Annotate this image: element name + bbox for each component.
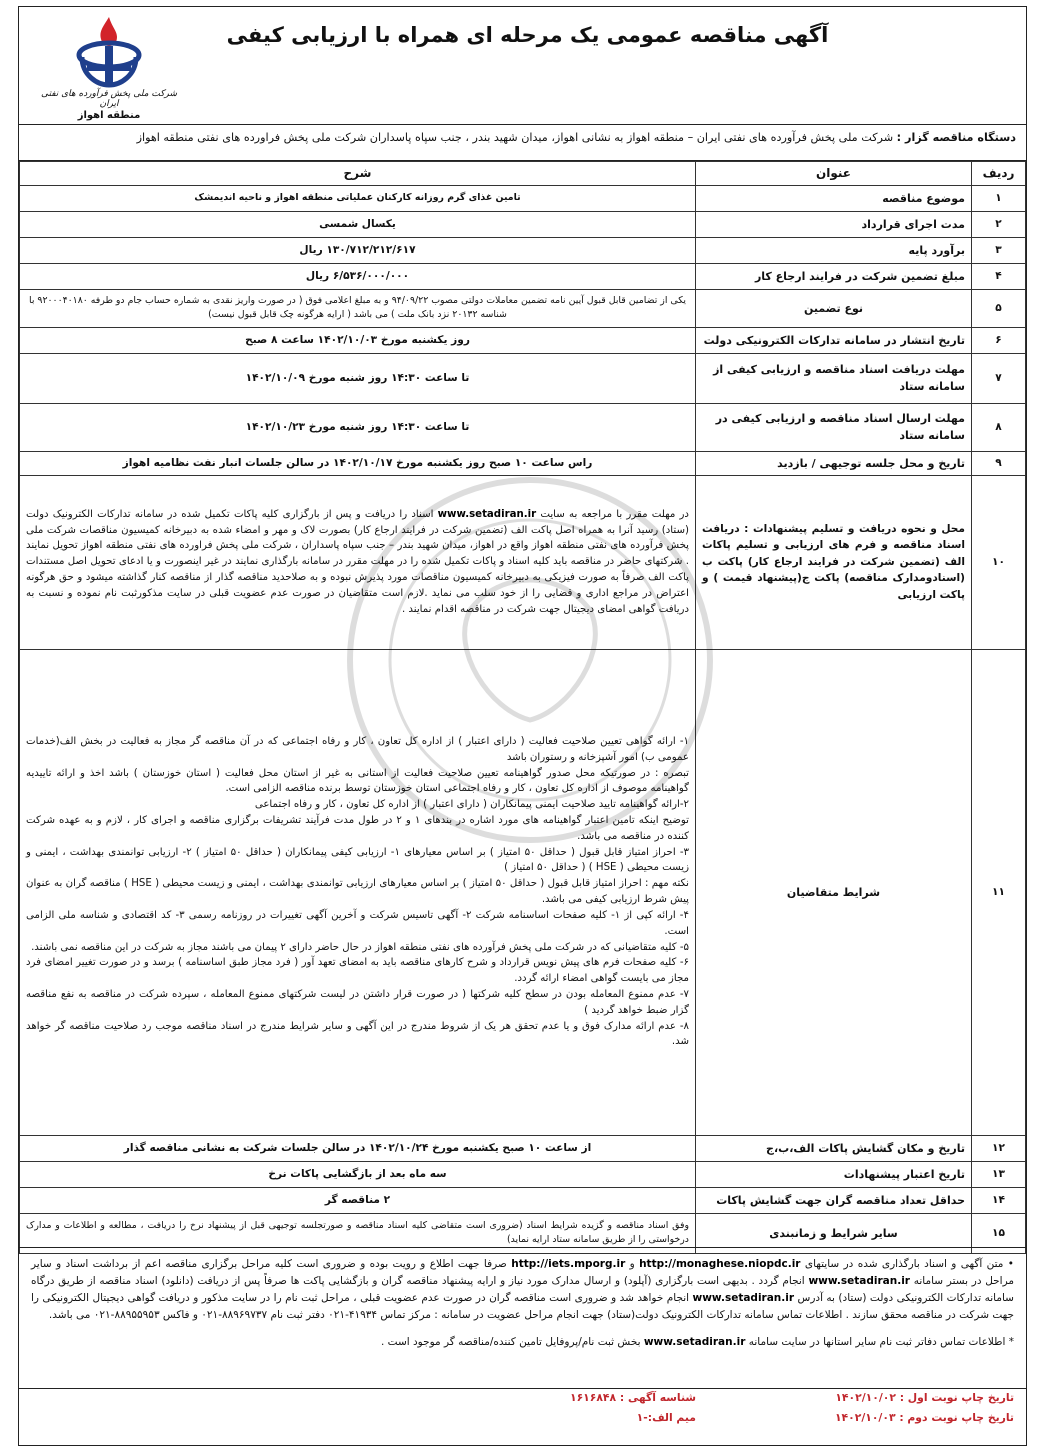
row-num: ۱۳ [972, 1161, 1026, 1187]
header-num: ردیف [972, 162, 1026, 186]
condition-item: ۶- کلیه صفحات فرم های پیش نویس قرارداد و شرح کارهای مناقصه باید به امضای تعهد آور ( فرد مجاز طبق اساسنامه ) برسد و در صورت تغییر امضای فرد مجاز می بایست گواهی امضاء ارائه گردد. [26, 957, 689, 985]
conditions-list [20, 649, 696, 1135]
note-text: صرفا جهت اطلاع و رویت بوده و ضروری است کلیه مراحل برگزاری مناقصه اعم از برداشت اسناد و سایر مراحل در بستر سامانه [31, 1258, 1015, 1287]
row-subject: موضوع مناقصه [696, 185, 972, 211]
table-row [20, 185, 1026, 211]
condition-item: تبصره : در صورتیکه محل صدور گواهینامه تعیین صلاحیت فعالیت از استانی به غیر از استان محل فعالیت ( استان خوزستان ) باشد اخذ و ارائه تاییدیه گواهینامه موصوف از اداره کل تعاون ، کار و رفاه اجتماعی استان خوزستان توسط برنده مناقصه الزامی است. [26, 767, 689, 795]
row-num: ۵ [972, 289, 1026, 327]
row-subject: تاریخ و مکان گشایش پاکات الف،ب،ج [696, 1135, 972, 1161]
notice-header [19, 7, 1026, 125]
row-desc: سه ماه بعد از بازگشایی پاکات نرخ [20, 1161, 696, 1187]
condition-item: ۱- ارائه گواهی تعیین صلاحیت فعالیت ( دارای اعتبار ) از اداره کل تعاون ، کار و رفاه اجتماعی که در آن مناقصه گر مجاز به فعالیت در بخش الف(خدمات عمومی ب) امور آشپزخانه و رستوران باشد [26, 735, 689, 763]
note-text: بخش ثبت نام/پروفایل تامین کننده/مناقصه گر موجود است . [380, 1336, 641, 1348]
row-desc [20, 475, 696, 649]
condition-item: ۴- ارائه کپی از ۱- کلیه صفحات اساسنامه شرکت ۲- آگهی تاسیس شرکت و آخرین آگهی تغییرات در روزنامه رسمی ۳- کد اقتصادی و شناسه ملی الزامی است. [26, 909, 689, 937]
notice-title: آگهی مناقصه عمومی یک مرحله ای همراه با ارزیابی کیفی [226, 23, 829, 47]
notes-section [19, 1247, 1026, 1389]
row-subject: نوع تضمین [696, 289, 972, 327]
note-text: اطلاعات تماس دفاتر ثبت نام سایر استانها در سایت سامانه [748, 1336, 1006, 1348]
row-desc: از ساعت ۱۰ صبح یکشنبه مورخ ۱۴۰۲/۱۰/۲۴ در سالن جلسات شرکت به نشانی مناقصه گذار [20, 1135, 696, 1161]
row-num: ۱۵ [972, 1213, 1026, 1253]
notice-frame [18, 6, 1027, 1446]
setadiran-link[interactable]: www.setadiran.ir [643, 1336, 746, 1348]
row-num: ۱۴ [972, 1187, 1026, 1213]
table-row [20, 1187, 1026, 1213]
row-subject: مهلت ارسال اسناد مناقصه و ارزیابی کیفی در سامانه ستاد [696, 403, 972, 451]
table-row [20, 211, 1026, 237]
row-desc: ۲ مناقصه گر [20, 1187, 696, 1213]
table-row [20, 403, 1026, 451]
note-one [31, 1256, 1014, 1324]
row-num: ۳ [972, 237, 1026, 263]
setadiran-link[interactable]: www.setadiran.ir [692, 1292, 795, 1304]
note-text: انجام گردد . بدیهی است بارگزاری (آپلود) و ارسال مدارک مورد نیاز و ارایه پیشنهاد مناقصه گران و بازگشایی پاکت ها صرفاً پس از دریافت (دانلود) اسناد مناقصه از طریق درگاه سامانه تدارکات الکترونیکی دولت (ستاد) به آدرس [31, 1275, 1014, 1304]
ad-code: میم الف:-۱ [636, 1411, 696, 1424]
row-desc: تامین غذای گرم روزانه کارکنان عملیاتی منطقه اهواز و ناحیه اندیمشک [20, 185, 696, 211]
row-subject: تاریخ انتشار در سامانه تدارکات الکترونیکی دولت [696, 327, 972, 353]
table-row [20, 263, 1026, 289]
second-print-date: تاریخ چاپ نوبت دوم : ۱۴۰۲/۱۰/۰۳ [834, 1411, 1014, 1424]
row-subject: مهلت دریافت اسناد مناقصه و ارزیابی کیفی از سامانه ستاد [696, 353, 972, 403]
note-two [31, 1334, 1014, 1351]
condition-item: ۳- احراز امتیاز قابل قبول ( حداقل ۵۰ امتیاز ) بر اساس معیارهای ۱- ارزیابی کیفی پیمانکاران ( حداقل ۵۰ امتیاز ) ۲- ارزیابی توانمندی بهداشت ، ایمنی و زیست محیطی ( HSE ) ( حداقل ۵۰ امتیاز ) [26, 846, 689, 874]
row-subject: تاریخ و محل جلسه توجیهی / بازدید [696, 451, 972, 475]
row-subject: برآورد پایه [696, 237, 972, 263]
note-text: انجام خواهد شد و ضروری است مناقصه گران در صورت عدم عضویت قبلی ، مراحل ثبت نام را در سایت مذکور و دریافت گواهی دیجیتال الکترونیکی را جهت شرکت در مناقصه محقق سازند . اطلاعات تماس سامانه تدارکات الکترونیک دولت(ستاد) جهت انجام مراحل عضویت در سامانه : مرکز تماس ۴۱۹۳۴-۰۲۱ دفتر ثبت نام ۸۸۹۶۹۷۳۷-۰۲۱ و فاکس ۸۸۹۵۵۹۵۳-۰۲۱ می باشد. [31, 1292, 1014, 1321]
table-row [20, 1135, 1026, 1161]
row-desc: ۱۳۰/۷۱۲/۲۱۲/۶۱۷ ریال [20, 237, 696, 263]
condition-item: ۲-ارائه گواهینامه تایید صلاحیت ایمنی پیمانکاران ( دارای اعتبار ) از اداره کل تعاون ، کار و رفاه اجتماعی [254, 799, 689, 811]
submission-text-after: اسناد را دریافت و پس از بارگزاری کلیه پاکات تکمیل شده در سامانه تدارکات الکترونیک دولت (ستاد) رسید آنرا به همراه اصل پاکت الف (تضمین شرکت در فرایند ارجاع کار) بصورت لاک و مهر و امضاء شده به دبیرخانه کمیسیون مناقصات شرکت ملی پخش فرآورده های نفتی منطقه اهواز واقع در اهواز، میدان شهید بندر – جنب سپاه پاسداران ، شرکت ملی پخش فراورده های نفتی منطقه اهواز تحویل نمایند . شرکتهای حاضر در مناقصه باید کلیه اسناد و پاکات تکمیل شده را در مهلت مقرر در سامانه بارگذاری نمایند در غیر اینصورت و یا ادعای تحویل اصل مستندات پاکت الف صرفاً به صورت فیزیکی به دبیرخانه کمیسیون مناقصات مورد پذیرش نبوده و به صلاحدید مناقصه گذار از مناقصه کنار گذاشته میشود و حق هرگونه اعتراض در مراجع اداری و قضایی را از خود سلب می نماید .لازم است متقاضیان در صورت عدم عضویت قبلی در سایت مذکورثبت نام نموده و نسبت به دریافت گواهی امضای دیجیتال جهت شرکت در مناقصه اقدام نمایند . [26, 508, 689, 615]
iets-link[interactable]: http://iets.mporg.ir [511, 1258, 626, 1270]
row-subject: سایر شرایط و زمانبندی [696, 1213, 972, 1253]
row-num: ۹ [972, 451, 1026, 475]
condition-item: توضیح اینکه تامین اعتبار گواهینامه های مورد اشاره در بندهای ۱ و ۲ در طول مدت فرآیند تشریفات برگزاری مناقصه و اجرای کار ، لازم و به عهده شرکت کننده در مناقصه می باشد. [26, 815, 689, 842]
row-subject: مبلغ تضمین شرکت در فرایند ارجاع کار [696, 263, 972, 289]
submission-text-before: در مهلت مقرر با مراجعه به سایت [540, 508, 689, 520]
table-row [20, 475, 1026, 649]
ad-identifier: شناسه آگهی : ۱۶۱۶۸۴۸ [569, 1391, 696, 1404]
print-footer [19, 1389, 1026, 1445]
row-num: ۴ [972, 263, 1026, 289]
note-text: و [629, 1258, 635, 1270]
row-subject: محل و نحوه دریافت و تسلیم پیشنهادات : دریافت اسناد مناقصه و فرم های ارزیابی و تسلیم پاکات الف (تضمین شرکت در فرایند ارجاع کار) پاکت ب (اسنادومدارک مناقصه) پاکت ج(پیشنهاد قیمت ) و پاکت ارزیابی [696, 475, 972, 649]
row-subject: تاریخ اعتبار پیشنهادات [696, 1161, 972, 1187]
condition-item: ۷- عدم ممنوع المعامله بودن در سطح کلیه شرکتها ( در صورت قرار داشتن در لیست شرکتهای ممنوع المعامله ، سپرده شرکت در مناقصه به نفع مناقصه گزار ضبط خواهد گردید ) [26, 988, 689, 1016]
table-row [20, 327, 1026, 353]
row-desc: یکی از تضامین قابل قبول آیین نامه تضمین معاملات دولتی مصوب ۹۴/۰۹/۲۲ و به مبلغ اعلامی فوق ( در صورت واریز نقدی به شماره حساب جام دو طرفه ۹۲۰۰۰۴۰۱۸۰ با شناسه ۲۰۱۳۲ نزد بانک ملت ) می باشد ( ارایه هرگونه چک قابل قبول نیست) [20, 289, 696, 327]
table-row [20, 649, 1026, 1135]
table-row [20, 353, 1026, 403]
row-num: ۷ [972, 353, 1026, 403]
row-num: ۱ [972, 185, 1026, 211]
condition-item: ۵- کلیه متقاضیانی که در شرکت ملی پخش فرآورده های نفتی منطقه اهواز در حال حاضر دارای ۲ پیمان می باشند مجاز به شرکت در این مناقصه نمی باشند. [31, 941, 689, 953]
row-num: ۲ [972, 211, 1026, 237]
row-desc: تا ساعت ۱۴:۳۰ روز شنبه مورخ ۱۴۰۲/۱۰/۲۳ [20, 403, 696, 451]
setadiran-link[interactable]: www.setadiran.ir [808, 1275, 910, 1287]
logo-company-name: شرکت ملی پخش فرآورده های نفتی ایران [40, 89, 177, 109]
header-desc: شرح [20, 162, 696, 186]
row-num: ۱۱ [972, 649, 1026, 1135]
table-row [20, 451, 1026, 475]
row-num: ۶ [972, 327, 1026, 353]
row-desc: یکسال شمسی [20, 211, 696, 237]
row-num: ۸ [972, 403, 1026, 451]
first-print-date: تاریخ چاپ نوبت اول : ۱۴۰۲/۱۰/۰۲ [835, 1391, 1014, 1404]
table-row [20, 1161, 1026, 1187]
flame-logo-icon [49, 13, 169, 91]
row-subject: شرایط متقاضیان [696, 649, 972, 1135]
organizer-label: دستگاه مناقصه گزار : [896, 131, 1016, 144]
row-desc: راس ساعت ۱۰ صبح روز یکشنبه مورخ ۱۴۰۲/۱۰/۱۷ در سالن جلسات انبار نفت نظامیه اهواز [20, 451, 696, 475]
setadiran-link[interactable]: www.setadiran.ir [437, 508, 537, 520]
row-desc: وفق اسناد مناقصه و گزیده شرایط اسناد (ضروری است متقاضی کلیه اسناد مناقصه و صورتجلسه توجیهی قبل از پیشنهاد نرخ را دریافت ، مطالعه و اطلاعات و مدارک درخواستی را از طریق سامانه ستاد ارایه نماید) [20, 1213, 696, 1253]
table-row [20, 237, 1026, 263]
header-subject: عنوان [696, 162, 972, 186]
table-header-row [20, 162, 1026, 186]
note-bullet-icon: • [1007, 1258, 1014, 1270]
monaghese-link[interactable]: http://monaghese.niopdc.ir [639, 1258, 801, 1270]
organizer-text: شرکت ملی پخش فرآورده های نفتی ایران – منطقه اهواز به نشانی اهواز، میدان شهید بندر ، جنب سپاه پاسداران شرکت ملی پخش فراورده های نفتی منطقه اهواز [136, 131, 894, 144]
logo-region-name: منطقه اهواز [77, 110, 141, 121]
condition-item: ۸- عدم ارائه مدارک فوق و یا عدم تحقق هر یک از شروط مندرج در این آگهی و سایر شرایط مندرج در اسناد مناقصه موجب رد صلاحیت مناقصه گر خواهد شد. [26, 1020, 689, 1048]
row-subject: حداقل تعداد مناقصه گران جهت گشایش پاکات [696, 1187, 972, 1213]
row-num: ۱۰ [972, 475, 1026, 649]
table-row [20, 289, 1026, 327]
note-text: متن آگهی و اسناد بارگذاری شده در سایتهای [804, 1258, 1004, 1270]
condition-item: نکته مهم : احراز امتیاز قابل قبول ( حداقل ۵۰ امتیاز ) بر اساس معیارهای ارزیابی توانمندی بهداشت ، ایمنی و زیست محیطی ( HSE ) مناقصه گران به عنوان پیش شرط ارزیابی کیفی می باشد. [26, 878, 689, 906]
tender-table [19, 161, 1026, 1254]
row-subject: مدت اجرای قرارداد [696, 211, 972, 237]
note-star-icon: * [1008, 1336, 1014, 1348]
row-desc: روز یکشنبه مورخ ۱۴۰۲/۱۰/۰۳ ساعت ۸ صبح [20, 327, 696, 353]
row-desc: تا ساعت ۱۴:۳۰ روز شنبه مورخ ۱۴۰۲/۱۰/۰۹ [20, 353, 696, 403]
tender-organizer [19, 125, 1026, 161]
row-num: ۱۲ [972, 1135, 1026, 1161]
company-logo [39, 13, 179, 119]
row-desc: ۶/۵۳۶/۰۰۰/۰۰۰ ریال [20, 263, 696, 289]
